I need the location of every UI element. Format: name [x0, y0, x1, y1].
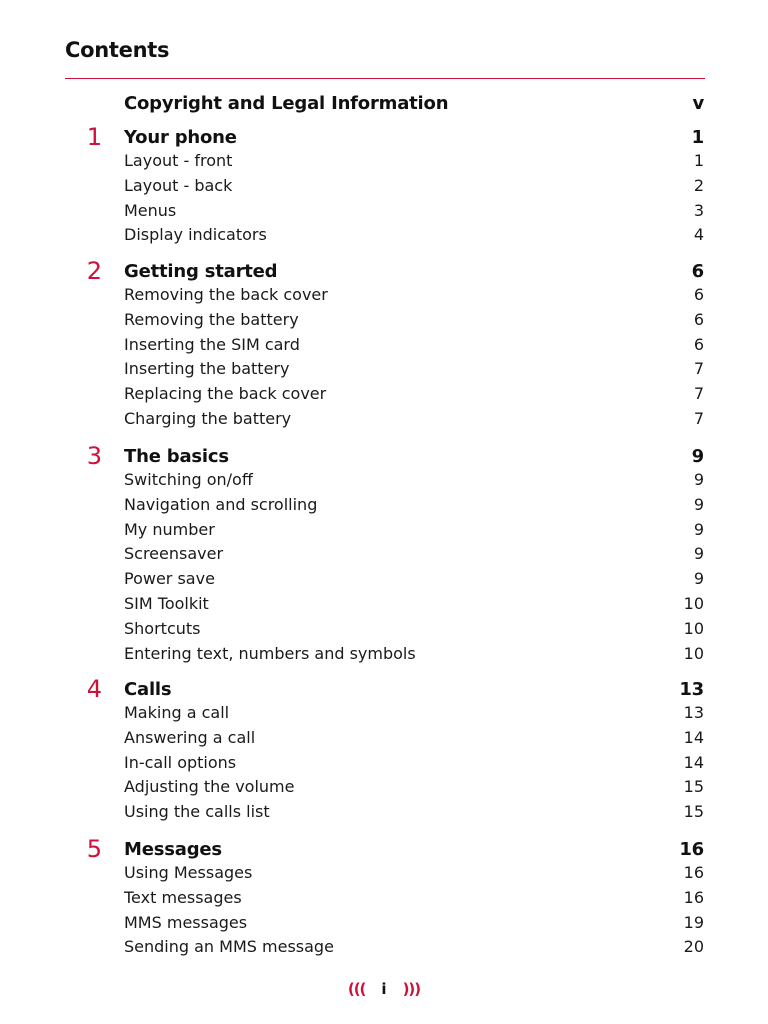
toc-item[interactable]: [124, 544, 704, 563]
toc-item-page: 3: [693, 200, 704, 220]
toc-item[interactable]: [124, 335, 704, 354]
toc-item-page: 16: [683, 887, 704, 907]
toc-item-label: Adjusting the volume: [124, 777, 295, 797]
toc-item[interactable]: [124, 644, 704, 663]
toc-item-label: Using the calls list: [124, 802, 270, 822]
toc-item-label: Entering text, numbers and symbols: [124, 643, 416, 663]
toc-item[interactable]: [124, 151, 704, 170]
chapter-number: 2: [86, 257, 102, 285]
toc-chapter-5[interactable]: [124, 839, 704, 860]
toc-item-page: 9: [693, 569, 704, 589]
toc-item-label: Replacing the back cover: [124, 384, 327, 404]
toc-item-label: Navigation and scrolling: [124, 494, 318, 514]
toc-item[interactable]: [124, 409, 704, 428]
toc-item-page: 13: [683, 703, 704, 722]
chapter-number: 4: [86, 675, 102, 703]
toc-item-page: 14: [683, 727, 704, 747]
toc-item-label: In-call options: [124, 752, 237, 772]
footer-wave-right: ))): [402, 980, 421, 998]
toc-chapter-4[interactable]: [124, 679, 704, 700]
toc-item-page: 10: [683, 643, 704, 663]
chapter-number: 5: [86, 835, 102, 863]
toc-item[interactable]: [124, 888, 704, 907]
toc-item-label: Inserting the SIM card: [124, 334, 300, 354]
toc-item-page: 7: [693, 359, 704, 379]
toc-item-page: 9: [693, 519, 704, 539]
toc-item-page: 19: [683, 912, 704, 932]
toc-item[interactable]: [124, 285, 704, 304]
toc-item-page: 15: [683, 802, 704, 822]
toc-item-page: 16: [683, 863, 704, 882]
toc-item[interactable]: [124, 470, 704, 489]
toc-item-label: Making a call: [124, 703, 230, 722]
toc-item-page: 9: [693, 470, 704, 489]
toc-item[interactable]: [124, 802, 704, 821]
toc-item-label: Switching on/off: [124, 470, 253, 489]
toc-chapter-page: 13: [679, 679, 704, 700]
toc-item[interactable]: [124, 384, 704, 403]
toc-chapter-2[interactable]: [124, 261, 704, 282]
toc-item[interactable]: [124, 594, 704, 613]
page-footer: [0, 980, 768, 998]
toc-item-page: 14: [683, 752, 704, 772]
toc-item-page: 4: [693, 225, 704, 245]
toc-item-label: MMS messages: [124, 912, 248, 932]
chapter-number: 3: [86, 442, 102, 470]
toc-chapter-3[interactable]: [124, 446, 704, 467]
toc-item-label: Inserting the battery: [124, 359, 290, 379]
toc-item[interactable]: [124, 777, 704, 796]
toc-item-label: Shortcuts: [124, 618, 201, 638]
toc-item-label: Removing the battery: [124, 309, 299, 329]
toc-item[interactable]: [124, 913, 704, 932]
toc-chapter-1[interactable]: [124, 127, 704, 148]
toc-item-label: Layout - back: [124, 175, 233, 195]
toc-item-page: 15: [683, 777, 704, 797]
toc-item-label: Removing the back cover: [124, 285, 328, 304]
toc-item-page: 10: [683, 618, 704, 638]
toc-item-label: My number: [124, 519, 215, 539]
toc-item[interactable]: [124, 310, 704, 329]
toc-chapter-page: 16: [679, 839, 704, 860]
toc-entry-copyright[interactable]: [124, 93, 704, 114]
toc-chapter-title: The basics: [124, 446, 229, 467]
toc-item[interactable]: [124, 359, 704, 378]
toc-item[interactable]: [124, 753, 704, 772]
toc-item[interactable]: [124, 863, 704, 882]
toc-item-page: 20: [683, 937, 704, 957]
toc-chapter-title: Your phone: [124, 127, 237, 148]
toc-item[interactable]: [124, 569, 704, 588]
toc-item-page: 2: [693, 175, 704, 195]
toc-item-page: 6: [693, 334, 704, 354]
footer-wave-left: (((: [347, 980, 366, 998]
toc-item-page: 6: [693, 309, 704, 329]
toc-item[interactable]: [124, 520, 704, 539]
toc-chapter-page: 9: [691, 446, 704, 467]
toc-item[interactable]: [124, 225, 704, 244]
toc-item-page: 9: [693, 544, 704, 564]
toc-item-label: Layout - front: [124, 151, 233, 170]
toc-item[interactable]: [124, 703, 704, 722]
chapter-number: 1: [86, 123, 102, 151]
toc-item-label: Charging the battery: [124, 409, 292, 428]
page-title: Contents: [65, 38, 170, 62]
toc-item-label: Using Messages: [124, 863, 253, 882]
toc-chapter-title: Calls: [124, 679, 172, 700]
toc-item-page: 9: [693, 494, 704, 514]
toc-item-page: 7: [693, 384, 704, 404]
toc-item-label: Answering a call: [124, 727, 256, 747]
toc-item[interactable]: [124, 201, 704, 220]
toc-item-page: 10: [683, 594, 704, 613]
toc-item-label: SIM Toolkit: [124, 594, 209, 613]
toc-item-label: Menus: [124, 200, 177, 220]
toc-chapter-page: 6: [691, 261, 704, 282]
toc-item[interactable]: [124, 728, 704, 747]
toc-entry-label: Copyright and Legal Information: [124, 93, 449, 114]
toc-item[interactable]: [124, 619, 704, 638]
toc-item-label: Display indicators: [124, 225, 267, 245]
toc-item-label: Screensaver: [124, 544, 224, 564]
footer-page-number: i: [381, 980, 387, 998]
toc-item[interactable]: [124, 937, 704, 956]
toc-item-label: Text messages: [124, 887, 242, 907]
toc-item-label: Power save: [124, 569, 215, 589]
title-divider: [65, 78, 705, 79]
toc-item-page: 7: [693, 409, 704, 428]
toc-chapter-page: 1: [691, 127, 704, 148]
toc-item-page: 1: [693, 151, 704, 170]
toc-item[interactable]: [124, 176, 704, 195]
toc-chapter-title: Getting started: [124, 261, 278, 282]
toc-entry-page: v: [692, 93, 704, 114]
toc-chapter-title: Messages: [124, 839, 222, 860]
toc-item-page: 6: [693, 285, 704, 304]
toc-item-label: Sending an MMS message: [124, 937, 334, 957]
toc-item[interactable]: [124, 495, 704, 514]
